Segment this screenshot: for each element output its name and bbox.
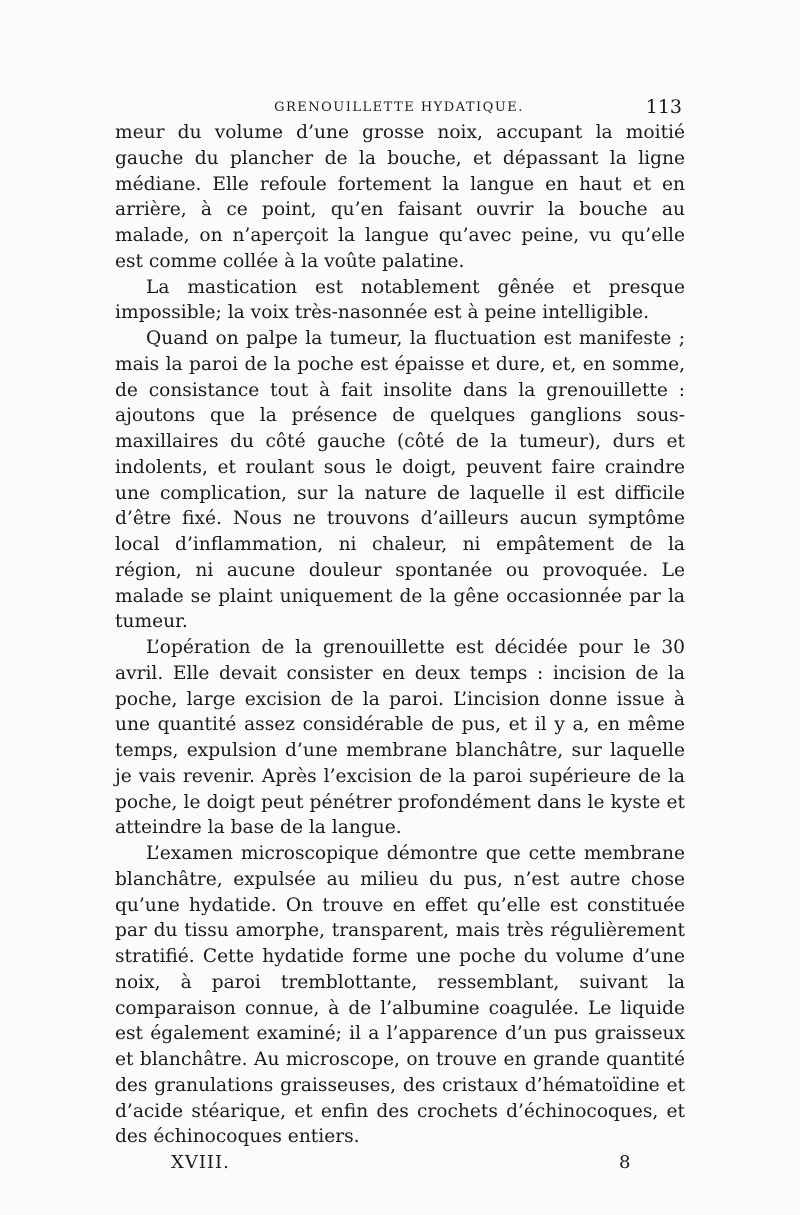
paragraph-continuation: meur du volume d’une grosse noix, accupant la moitié gauche du plancher de la bouche, et dépassant la ligne médiane. Elle refoule fortement la langue en haut et en arrière, à ce point, qu’en faisant ouvrir la bouche au malade, on n’aperçoit la langue qu’avec peine, vu qu’elle est comme collée à la voûte palatine.	[115, 122, 685, 272]
body-text	[115, 120, 685, 1150]
page-number: 113	[645, 96, 682, 118]
page-footer	[115, 1152, 685, 1178]
paragraph-palpation: Quand on palpe la tumeur, la fluctuation est manifeste ; mais la paroi de la poche est épaisse et dure, et, en somme, de consistance tout à fait insolite dans la grenouillette : ajoutons que la présence de quelques ganglions sous-maxillaires du côté gauche (côté de la tumeur), durs et indolents, et roulant sous le doigt, peuvent faire craindre une complication, sur la nature de laquelle il est difficile d’être fixé. Nous ne trouvons d’ailleurs aucun symptôme local d’inflammation, ni chaleur, ni empâtement de la région, ni aucune douleur spontanée ou provoquée. Le malade se plaint uniquement de la gêne occasionnée par la tumeur.	[115, 328, 685, 633]
running-title: GRENOUILLETTE HYDATIQUE.	[274, 100, 524, 115]
paragraph-mastication: La mastication est notablement gênée et presque impossible; la voix très-nasonnée est à peine intelligible.	[115, 276, 685, 324]
signature-mark: XVIII.	[171, 1152, 230, 1173]
paragraph-microscopy: L’examen microscopique démontre que cette membrane blanchâtre, expulsée au milieu du pus, n’est autre chose qu’une hydatide. On trouve en effet qu’elle est constituée par du tissu amorphe, transparent, mais très régulièrement stratifié. Cette hydatide forme une poche du volume d’une noix, à paroi tremblottante, ressemblant, suivant la comparaison connue, à de l’albumine coagulée. Le liquide est également examiné; il a l’apparence d’un pus graisseux et blanchâtre. Au microscope, on trouve en grande quantité des granulations graisseuses, des cristaux d’hématoïdine et d’acide stéarique, et enfin des crochets d’échinocoques, et des échinocoques entiers.	[115, 843, 685, 1148]
sheet-number: 8	[619, 1152, 631, 1173]
paragraph-operation: L’opération de la grenouillette est décidée pour le 30 avril. Elle devait consister en deux temps : incision de la poche, large excision de la paroi. L’incision donne issue à une quantité assez considérable de pus, et il y a, en même temps, expulsion d’une membrane blanchâtre, sur laquelle je vais revenir. Après l’excision de la paroi supérieure de la poche, le doigt peut pénétrer profondément dans le kyste et atteindre la base de la langue.	[115, 637, 685, 839]
running-head	[116, 96, 682, 120]
